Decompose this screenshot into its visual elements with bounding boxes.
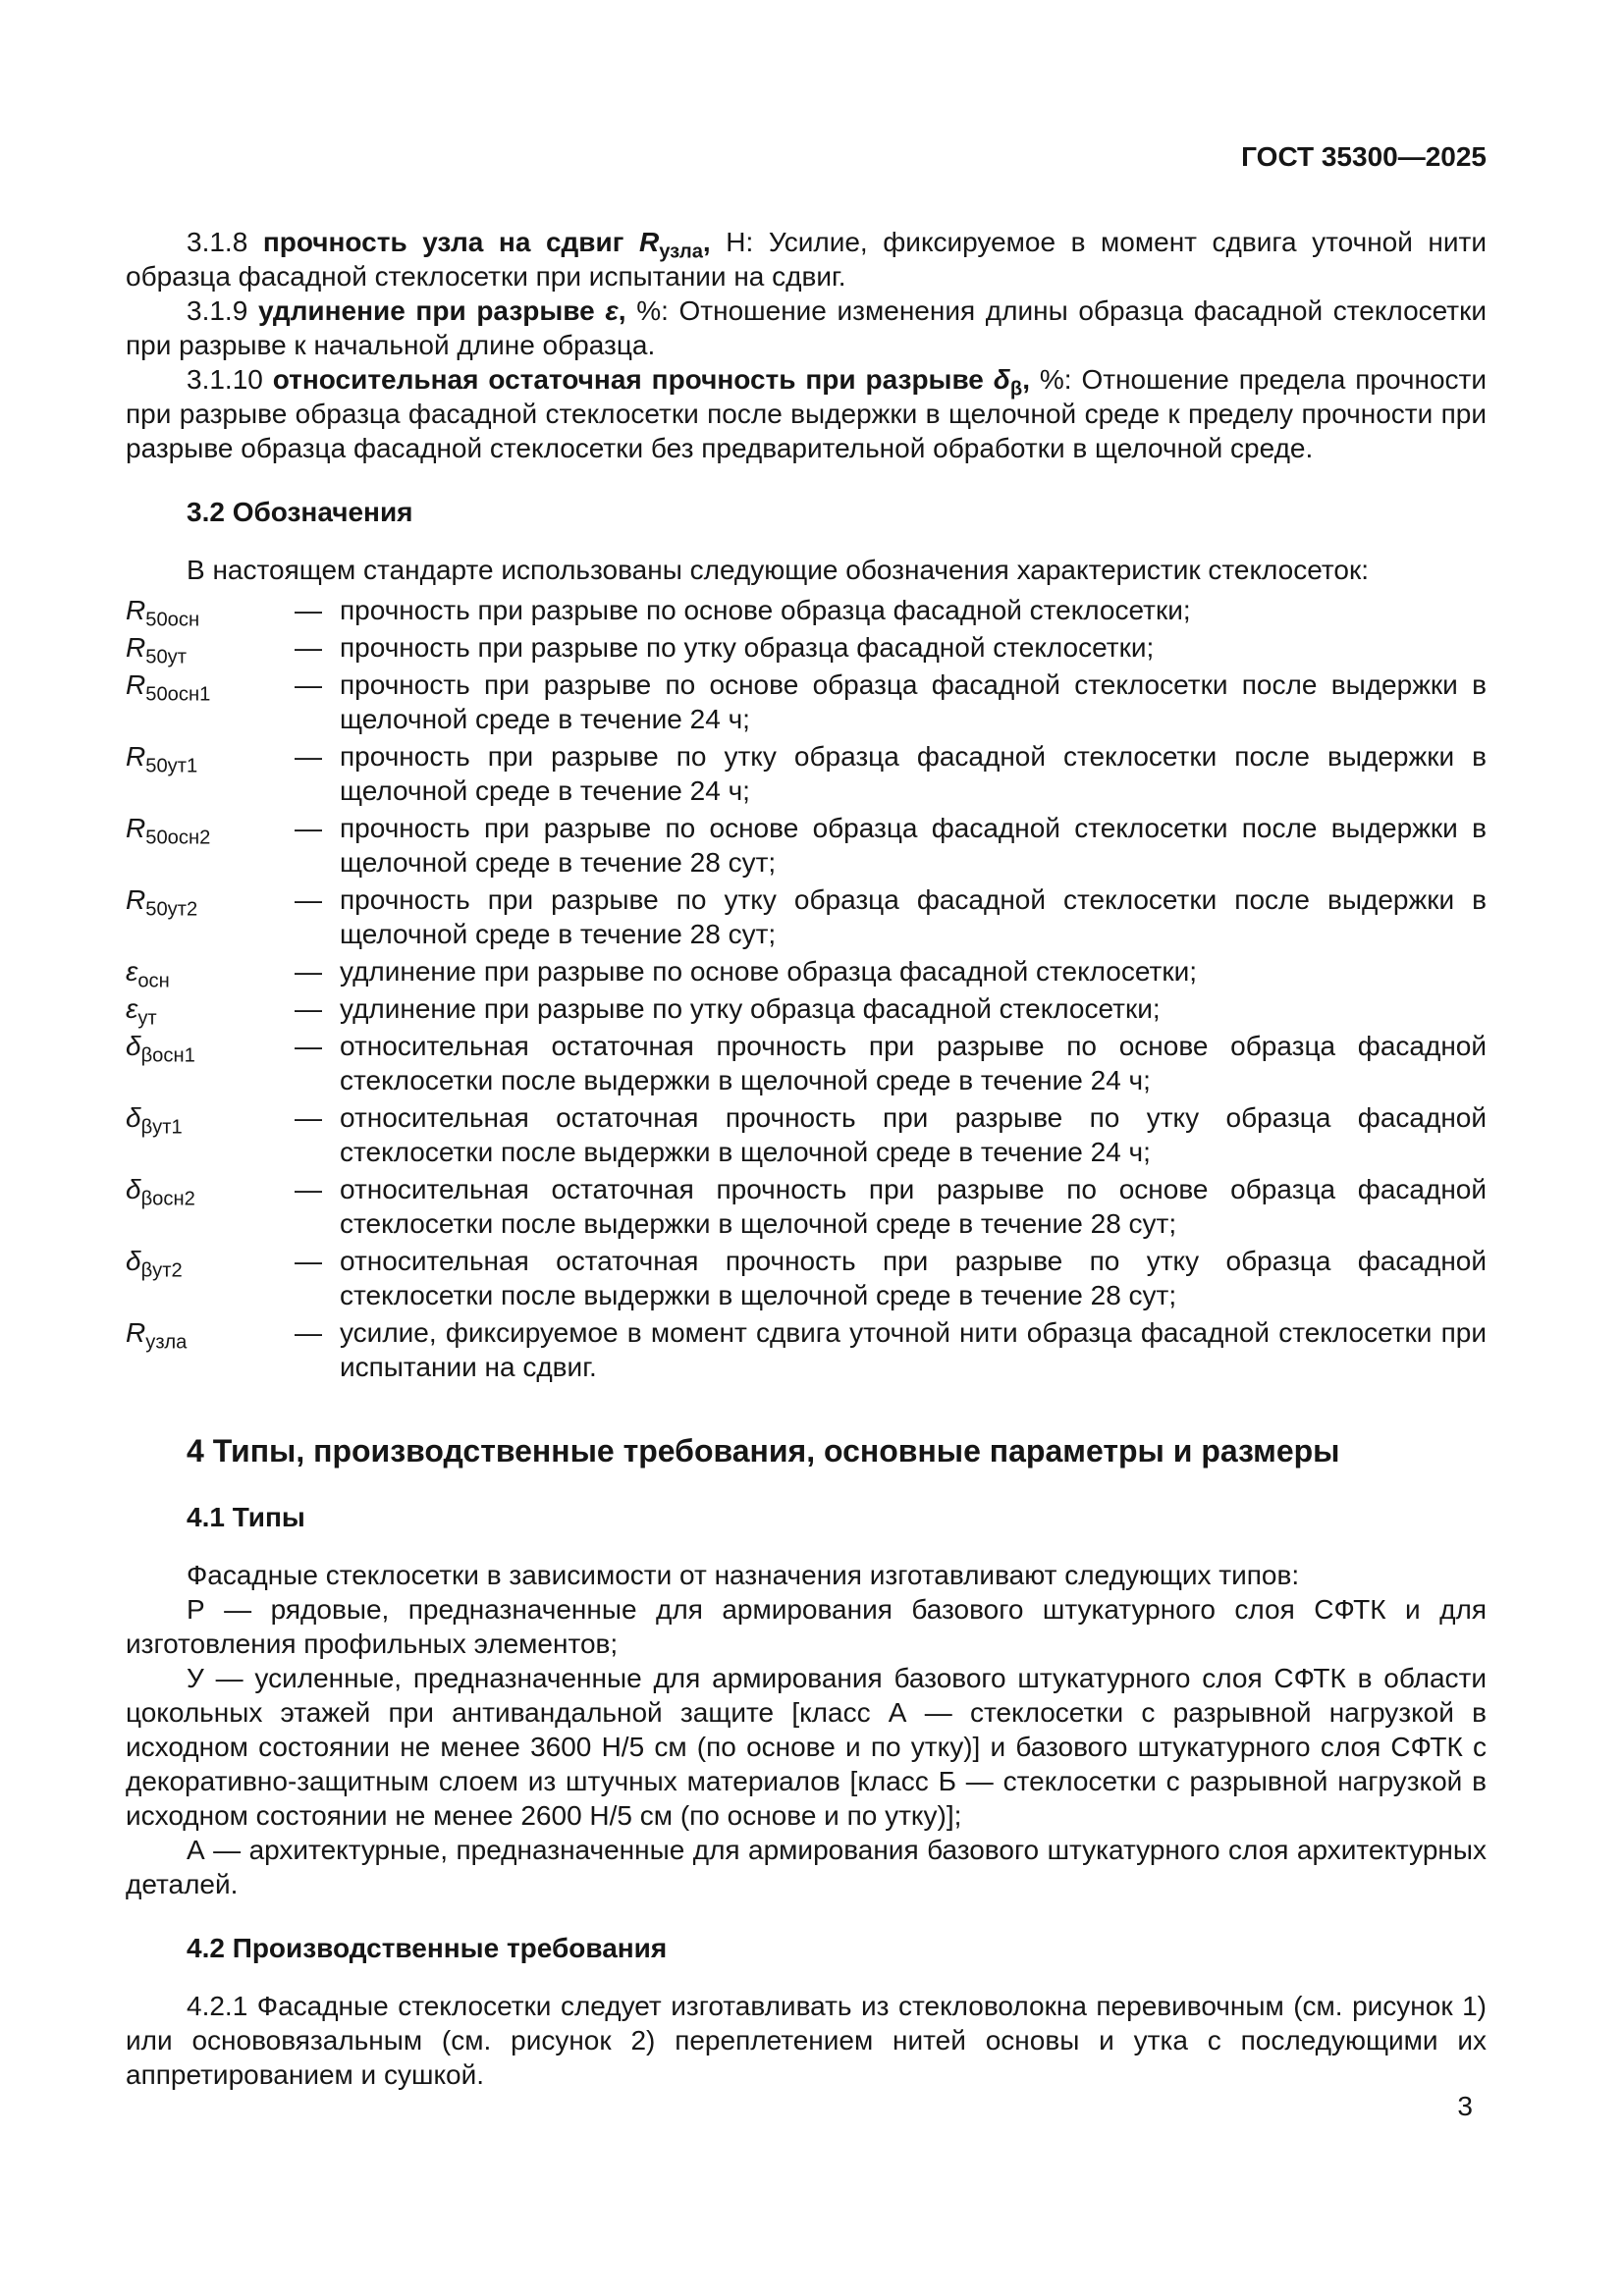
dash: —	[295, 956, 322, 987]
symbol-base: δ	[126, 1031, 141, 1061]
terms-section	[126, 225, 1487, 465]
symbol-subscript: βосн1	[140, 1044, 195, 1067]
term-symbol	[993, 364, 1023, 400]
symbol-definition: прочность при разрыве по основе образца фасадной стеклосетки после выдержки в щелочной среде в течение 24 ч;	[340, 669, 1487, 734]
dash: —	[295, 884, 322, 915]
term-symbol-tail: ,	[1022, 364, 1030, 395]
symbol-row	[126, 1029, 1487, 1097]
term-symbol-tail: ,	[618, 295, 626, 326]
dash: —	[295, 1174, 322, 1204]
symbol-base: R	[126, 669, 146, 700]
symbol-definition: удлинение при разрыве по основе образца фасадной стеклосетки;	[340, 956, 1197, 987]
symbol	[126, 811, 295, 880]
term-number: 3.1.10	[187, 364, 273, 395]
dash: —	[295, 1102, 322, 1133]
heading-3-2: 3.2 Обозначения	[187, 497, 413, 527]
symbol-base: R	[126, 813, 146, 843]
symbol-row	[126, 1315, 1487, 1384]
dash: —	[295, 1031, 322, 1061]
symbol-base: δ	[126, 1174, 141, 1204]
symbol-row	[126, 630, 1487, 668]
symbol-base: R	[126, 741, 146, 772]
symbol-subscript: 50ут1	[145, 755, 198, 777]
symbol	[126, 1315, 295, 1384]
symbol-subscript: βут1	[140, 1116, 183, 1139]
symbol-base: ε	[126, 993, 138, 1024]
symbol-row	[126, 593, 1487, 631]
symbol-row	[126, 667, 1487, 736]
symbol	[126, 954, 295, 992]
dash: —	[295, 813, 322, 843]
document-footer	[1457, 2089, 1473, 2123]
symbol-subscript: осн	[137, 970, 170, 992]
symbol-subscript: 50осн2	[145, 827, 211, 849]
term-symbol-base: ε	[605, 295, 619, 326]
term-number: 3.1.8	[187, 227, 263, 257]
heading-4-2: 4.2 Производственные требования	[187, 1933, 668, 1963]
symbol-row	[126, 1100, 1487, 1169]
term-name: относительная остаточная прочность при разрыве	[272, 364, 994, 395]
symbol-definition: прочность при разрыве по утку образца фасадной стеклосетки;	[340, 632, 1155, 663]
symbols-list	[126, 593, 1487, 1384]
types-intro: Фасадные стеклосетки в зависимости от назначения изготавливают следующих типов:	[187, 1560, 1300, 1590]
term-definition: %: Отношение изменения длины образца фасадной стеклосетки при разрыве к начальной длине образца.	[126, 295, 1487, 360]
symbol-definition: прочность при разрыве по утку образца фасадной стеклосетки после выдержки в щелочной среде в течение 28 сут;	[340, 884, 1487, 949]
symbol-row	[126, 1172, 1487, 1241]
term-symbol-sub: узла	[659, 240, 703, 263]
symbol	[126, 1029, 295, 1097]
symbol-base: R	[126, 595, 146, 625]
symbol-row	[126, 882, 1487, 951]
symbol-subscript: βосн2	[140, 1188, 195, 1210]
term-symbol	[638, 227, 703, 263]
symbol-subscript: ут	[137, 1007, 157, 1030]
type-item-a: А — архитектурные, предназначенные для армирования базового штукатурного слоя архитектурных деталей.	[126, 1835, 1487, 1899]
symbol-definition: относительная остаточная прочность при разрыве по утку образца фасадной стеклосетки после выдержки в щелочной среде в течение 24 ч;	[340, 1102, 1487, 1167]
dash: —	[295, 741, 322, 772]
term-3-1-10	[126, 362, 1487, 465]
symbol-base: δ	[126, 1246, 141, 1276]
symbol-definition: удлинение при разрыве по утку образца фасадной стеклосетки;	[340, 993, 1161, 1024]
dash: —	[295, 632, 322, 663]
symbol-base: R	[126, 632, 146, 663]
symbols-intro: В настоящем стандарте использованы следующие обозначения характеристик стеклосеток:	[187, 555, 1369, 585]
symbol-definition: прочность при разрыве по основе образца фасадной стеклосетки после выдержки в щелочной среде в течение 28 сут;	[340, 813, 1487, 878]
dash: —	[295, 595, 322, 625]
term-symbol-sub: β	[1009, 378, 1023, 400]
symbol	[126, 991, 295, 1030]
symbol-base: ε	[126, 956, 138, 987]
symbol-definition: относительная остаточная прочность при разрыве по утку образца фасадной стеклосетки после выдержки в щелочной среде в течение 28 сут;	[340, 1246, 1487, 1310]
heading-4-1: 4.1 Типы	[187, 1502, 305, 1532]
term-3-1-8	[126, 225, 1487, 294]
term-number: 3.1.9	[187, 295, 258, 326]
term-definition: Н: Усилие, фиксируемое в момент сдвига уточной нити образца фасадной стеклосетки при испытании на сдвиг.	[126, 227, 1487, 292]
dash: —	[295, 993, 322, 1024]
type-item-r: Р — рядовые, предназначенные для армирования базового штукатурного слоя СФТК и для изготовления профильных элементов;	[126, 1594, 1487, 1659]
term-definition: %: Отношение предела прочности при разрыве образца фасадной стеклосетки после выдержки в щелочной среде к пределу прочности при разрыве образца фасадной стеклосетки без предварительной обработки в щелочной среде.	[126, 364, 1487, 463]
symbol-definition: усилие, фиксируемое в момент сдвига уточной нити образца фасадной стеклосетки при испытании на сдвиг.	[340, 1317, 1487, 1382]
document-header	[126, 139, 1487, 174]
term-symbol-base: R	[638, 227, 660, 257]
symbol	[126, 593, 295, 631]
symbol-definition: прочность при разрыве по утку образца фасадной стеклосетки после выдержки в щелочной среде в течение 24 ч;	[340, 741, 1487, 806]
term-name: прочность узла на сдвиг	[262, 227, 639, 257]
symbol-subscript: 50ут2	[145, 898, 198, 921]
symbol-subscript: 50осн	[145, 609, 200, 631]
type-item-u: У — усиленные, предназначенные для армирования базового штукатурного слоя СФТК в области цокольных этажей при антивандальной защите [класс А — стеклосетки с разрывной нагрузкой в исходном состоянии не менее 3600 Н/5 см (по основе и по утку)] и базового штукатурного слоя СФТК с декоративно-защитным слоем из штучных материалов [класс Б — стеклосетки с разрывной нагрузкой в исходном состоянии не менее 2600 Н/5 см (по основе и по утку)];	[126, 1663, 1487, 1831]
symbol-base: R	[126, 1317, 146, 1348]
symbol	[126, 1244, 295, 1312]
page-number: 3	[1457, 2091, 1473, 2121]
term-name: удлинение при разрыве	[257, 295, 606, 326]
heading-4: 4 Типы, производственные требования, основные параметры и размеры	[187, 1433, 1340, 1468]
symbol-row	[126, 991, 1487, 1030]
term-3-1-9	[126, 294, 1487, 362]
symbol-subscript: узла	[145, 1331, 188, 1354]
symbol-definition: относительная остаточная прочность при разрыве по основе образца фасадной стеклосетки после выдержки в щелочной среде в течение 24 ч;	[340, 1031, 1487, 1095]
term-symbol-tail: ,	[702, 227, 711, 257]
symbol-base: δ	[126, 1102, 141, 1133]
symbol-row	[126, 811, 1487, 880]
term-symbol-base: δ	[993, 364, 1010, 395]
symbol-row	[126, 739, 1487, 808]
doc-number: ГОСТ 35300—2025	[1241, 141, 1487, 172]
symbol-subscript: 50ут	[145, 646, 187, 668]
symbol	[126, 1100, 295, 1169]
symbol	[126, 739, 295, 808]
symbol	[126, 667, 295, 736]
symbol-row	[126, 1244, 1487, 1312]
symbol-definition: прочность при разрыве по основе образца фасадной стеклосетки;	[340, 595, 1191, 625]
symbol-definition: относительная остаточная прочность при разрыве по основе образца фасадной стеклосетки после выдержки в щелочной среде в течение 28 сут;	[340, 1174, 1487, 1239]
symbol	[126, 1172, 295, 1241]
symbol-row	[126, 954, 1487, 992]
dash: —	[295, 1246, 322, 1276]
symbol-subscript: 50осн1	[145, 683, 211, 706]
dash: —	[295, 669, 322, 700]
dash: —	[295, 1317, 322, 1348]
term-symbol	[605, 295, 618, 326]
symbol-subscript: βут2	[140, 1259, 183, 1282]
symbol	[126, 882, 295, 951]
production-paragraph: 4.2.1 Фасадные стеклосетки следует изготавливать из стекловолокна перевивочным (см. рисунок 1) или основовязальным (см. рисунок 2) переплетением нитей основы и утка с последующими их аппретированием и сушкой.	[126, 1991, 1487, 2090]
symbol	[126, 630, 295, 668]
symbol-base: R	[126, 884, 146, 915]
